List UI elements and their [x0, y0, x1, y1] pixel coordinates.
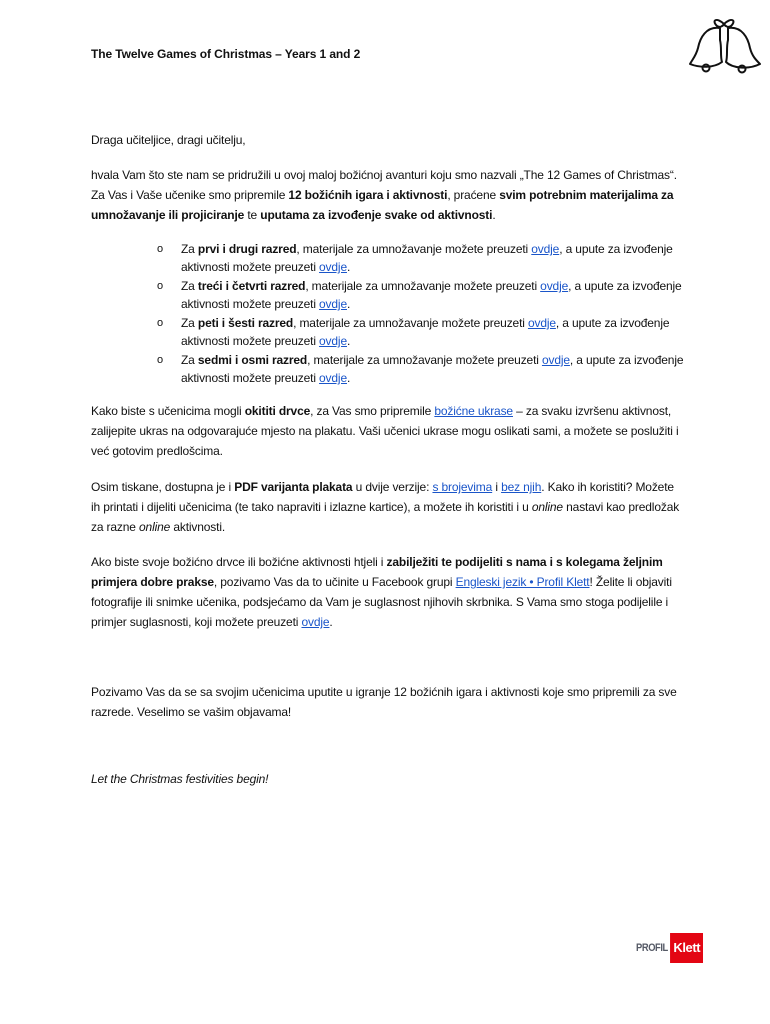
posters-paragraph: [91, 477, 686, 537]
logo-left-text: PROFIL: [636, 933, 670, 963]
paragraph-text: – za svaku izvršenu aktivnost, zalijepite ukras na odgovarajuće mjesto na plakatu. Vaši učenici ukrase mogu oslikati sami, a možete se poslužiti i već gotovim predlošcima.: [91, 404, 679, 458]
list-item: [91, 351, 686, 388]
poster-without-numbers-link[interactable]: bez njih: [501, 480, 542, 494]
facebook-group-link[interactable]: Engleski jezik • Profil Klett: [455, 575, 590, 589]
paragraph-text: u dvije verzije:: [352, 480, 433, 494]
item-text: , a upute za izvođenje aktivnosti možete preuzeti: [181, 279, 682, 311]
instructions-link[interactable]: ovdje: [319, 334, 347, 348]
item-text: Za: [181, 353, 198, 367]
item-text: Za: [181, 279, 198, 293]
item-text: , materijale za umnožavanje možete preuzeti: [305, 279, 541, 293]
ornaments-paragraph: [91, 401, 686, 461]
grade-list: [91, 240, 686, 388]
list-bullet: o: [157, 354, 163, 366]
instructions-link[interactable]: ovdje: [319, 260, 347, 274]
grade-label: treći i četvrti razred: [197, 279, 306, 293]
materials-link[interactable]: ovdje: [527, 316, 556, 330]
paragraph-bold: okititi drvce: [244, 404, 311, 418]
paragraph-text: aktivnosti.: [170, 520, 226, 534]
list-bullet: o: [157, 317, 163, 329]
share-paragraph: [91, 552, 686, 632]
intro-text: hvala Vam što ste nam se pridružili u ovoj maloj božićnoj avanturi koju smo nazvali „The 12 Games of Christmas“. Za Vas i Vaše učenike smo pripremile: [91, 168, 677, 202]
intro-text: , praćene: [447, 188, 500, 202]
paragraph-bold: zabilježiti te podijeliti s nama i s kolegama željnim primjera dobre prakse: [91, 555, 663, 589]
list-item: [91, 240, 686, 277]
profil-klett-logo: [630, 933, 703, 963]
materials-link[interactable]: ovdje: [541, 353, 570, 367]
document-title: The Twelve Games of Christmas – Years 1 and 2: [91, 47, 361, 61]
closing-line: Let the Christmas festivities begin!: [91, 772, 269, 786]
item-text: Za: [181, 242, 198, 256]
item-text: .: [346, 297, 351, 311]
item-text: , materijale za umnožavanje možete preuzeti: [293, 316, 528, 330]
paragraph-text: .: [329, 615, 333, 629]
item-text: , materijale za umnožavanje možete preuzeti: [296, 242, 532, 256]
ornaments-link[interactable]: božićne ukrase: [434, 404, 513, 418]
paragraph-text: Osim tiskane, dostupna je i: [91, 480, 235, 494]
grade-label: prvi i drugi razred: [197, 242, 297, 256]
logo-right-text: Klett: [670, 933, 703, 963]
intro-paragraph: [91, 165, 686, 225]
greeting: Draga učiteljice, dragi učitelju,: [91, 133, 246, 147]
materials-link[interactable]: ovdje: [531, 242, 560, 256]
paragraph-text: Kako biste s učenicima mogli: [91, 404, 245, 418]
list-item: [91, 314, 686, 351]
intro-text: te: [244, 208, 261, 222]
instructions-link[interactable]: ovdje: [319, 371, 347, 385]
paragraph-italic: online: [531, 500, 563, 514]
item-text: .: [346, 334, 351, 348]
item-text: , a upute za izvođenje aktivnosti možete preuzeti: [181, 353, 684, 385]
item-text: , materijale za umnožavanje možete preuzeti: [307, 353, 542, 367]
item-text: Za: [181, 316, 198, 330]
list-bullet: o: [157, 280, 163, 292]
paragraph-bold: PDF varijanta plakata: [234, 480, 353, 494]
paragraph-text: i: [492, 480, 502, 494]
instructions-link[interactable]: ovdje: [319, 297, 347, 311]
item-text: , a upute za izvođenje aktivnosti možete preuzeti: [181, 242, 673, 274]
paragraph-text: , za Vas smo pripremile: [310, 404, 435, 418]
item-text: , a upute za izvođenje aktivnosti možete preuzeti: [181, 316, 670, 348]
intro-text: .: [492, 208, 496, 222]
paragraph-text: nastavi kao predložak za razne: [91, 500, 680, 534]
paragraph-italic: online: [139, 520, 171, 534]
intro-bold-games: 12 božićnih igara i aktivnosti: [288, 188, 448, 202]
materials-link[interactable]: ovdje: [540, 279, 569, 293]
list-bullet: o: [157, 243, 163, 255]
grade-label: peti i šesti razred: [197, 316, 294, 330]
consent-link[interactable]: ovdje: [301, 615, 330, 629]
intro-bold-materials: svim potrebnim materijalima za umnožavanje ili projiciranje: [91, 188, 674, 222]
grade-label: sedmi i osmi razred: [197, 353, 308, 367]
paragraph-text: Ako biste svoje božićno drvce ili božićne aktivnosti htjeli i: [91, 555, 387, 569]
poster-with-numbers-link[interactable]: s brojevima: [432, 480, 493, 494]
paragraph-text: , pozivamo Vas da to učinite u Facebook grupi: [213, 575, 456, 589]
paragraph-text: . Kako ih koristiti? Možete ih printati i dijeliti učenicima (te tako napraviti i izlazne kartice), a možete ih koristiti i u: [91, 480, 674, 514]
christmas-bells-icon: [684, 14, 764, 76]
item-text: .: [346, 371, 351, 385]
invite-paragraph: Pozivamo Vas da se sa svojim učenicima uputite u igranje 12 božićnih igara i aktivnosti koje smo pripremili za sve razrede. Veselimo se vašim objavama!: [91, 685, 677, 719]
list-item: [91, 277, 686, 314]
intro-bold-instructions: uputama za izvođenje svake od aktivnosti: [260, 208, 493, 222]
paragraph-text: ! Želite li objaviti fotografije ili snimke učenika, podsjećamo da Vam je suglasnost njihovih skrbnika. S Vama smo stoga podijelile i primjer suglasnosti, koji možete preuzeti: [91, 575, 672, 629]
item-text: .: [346, 260, 351, 274]
